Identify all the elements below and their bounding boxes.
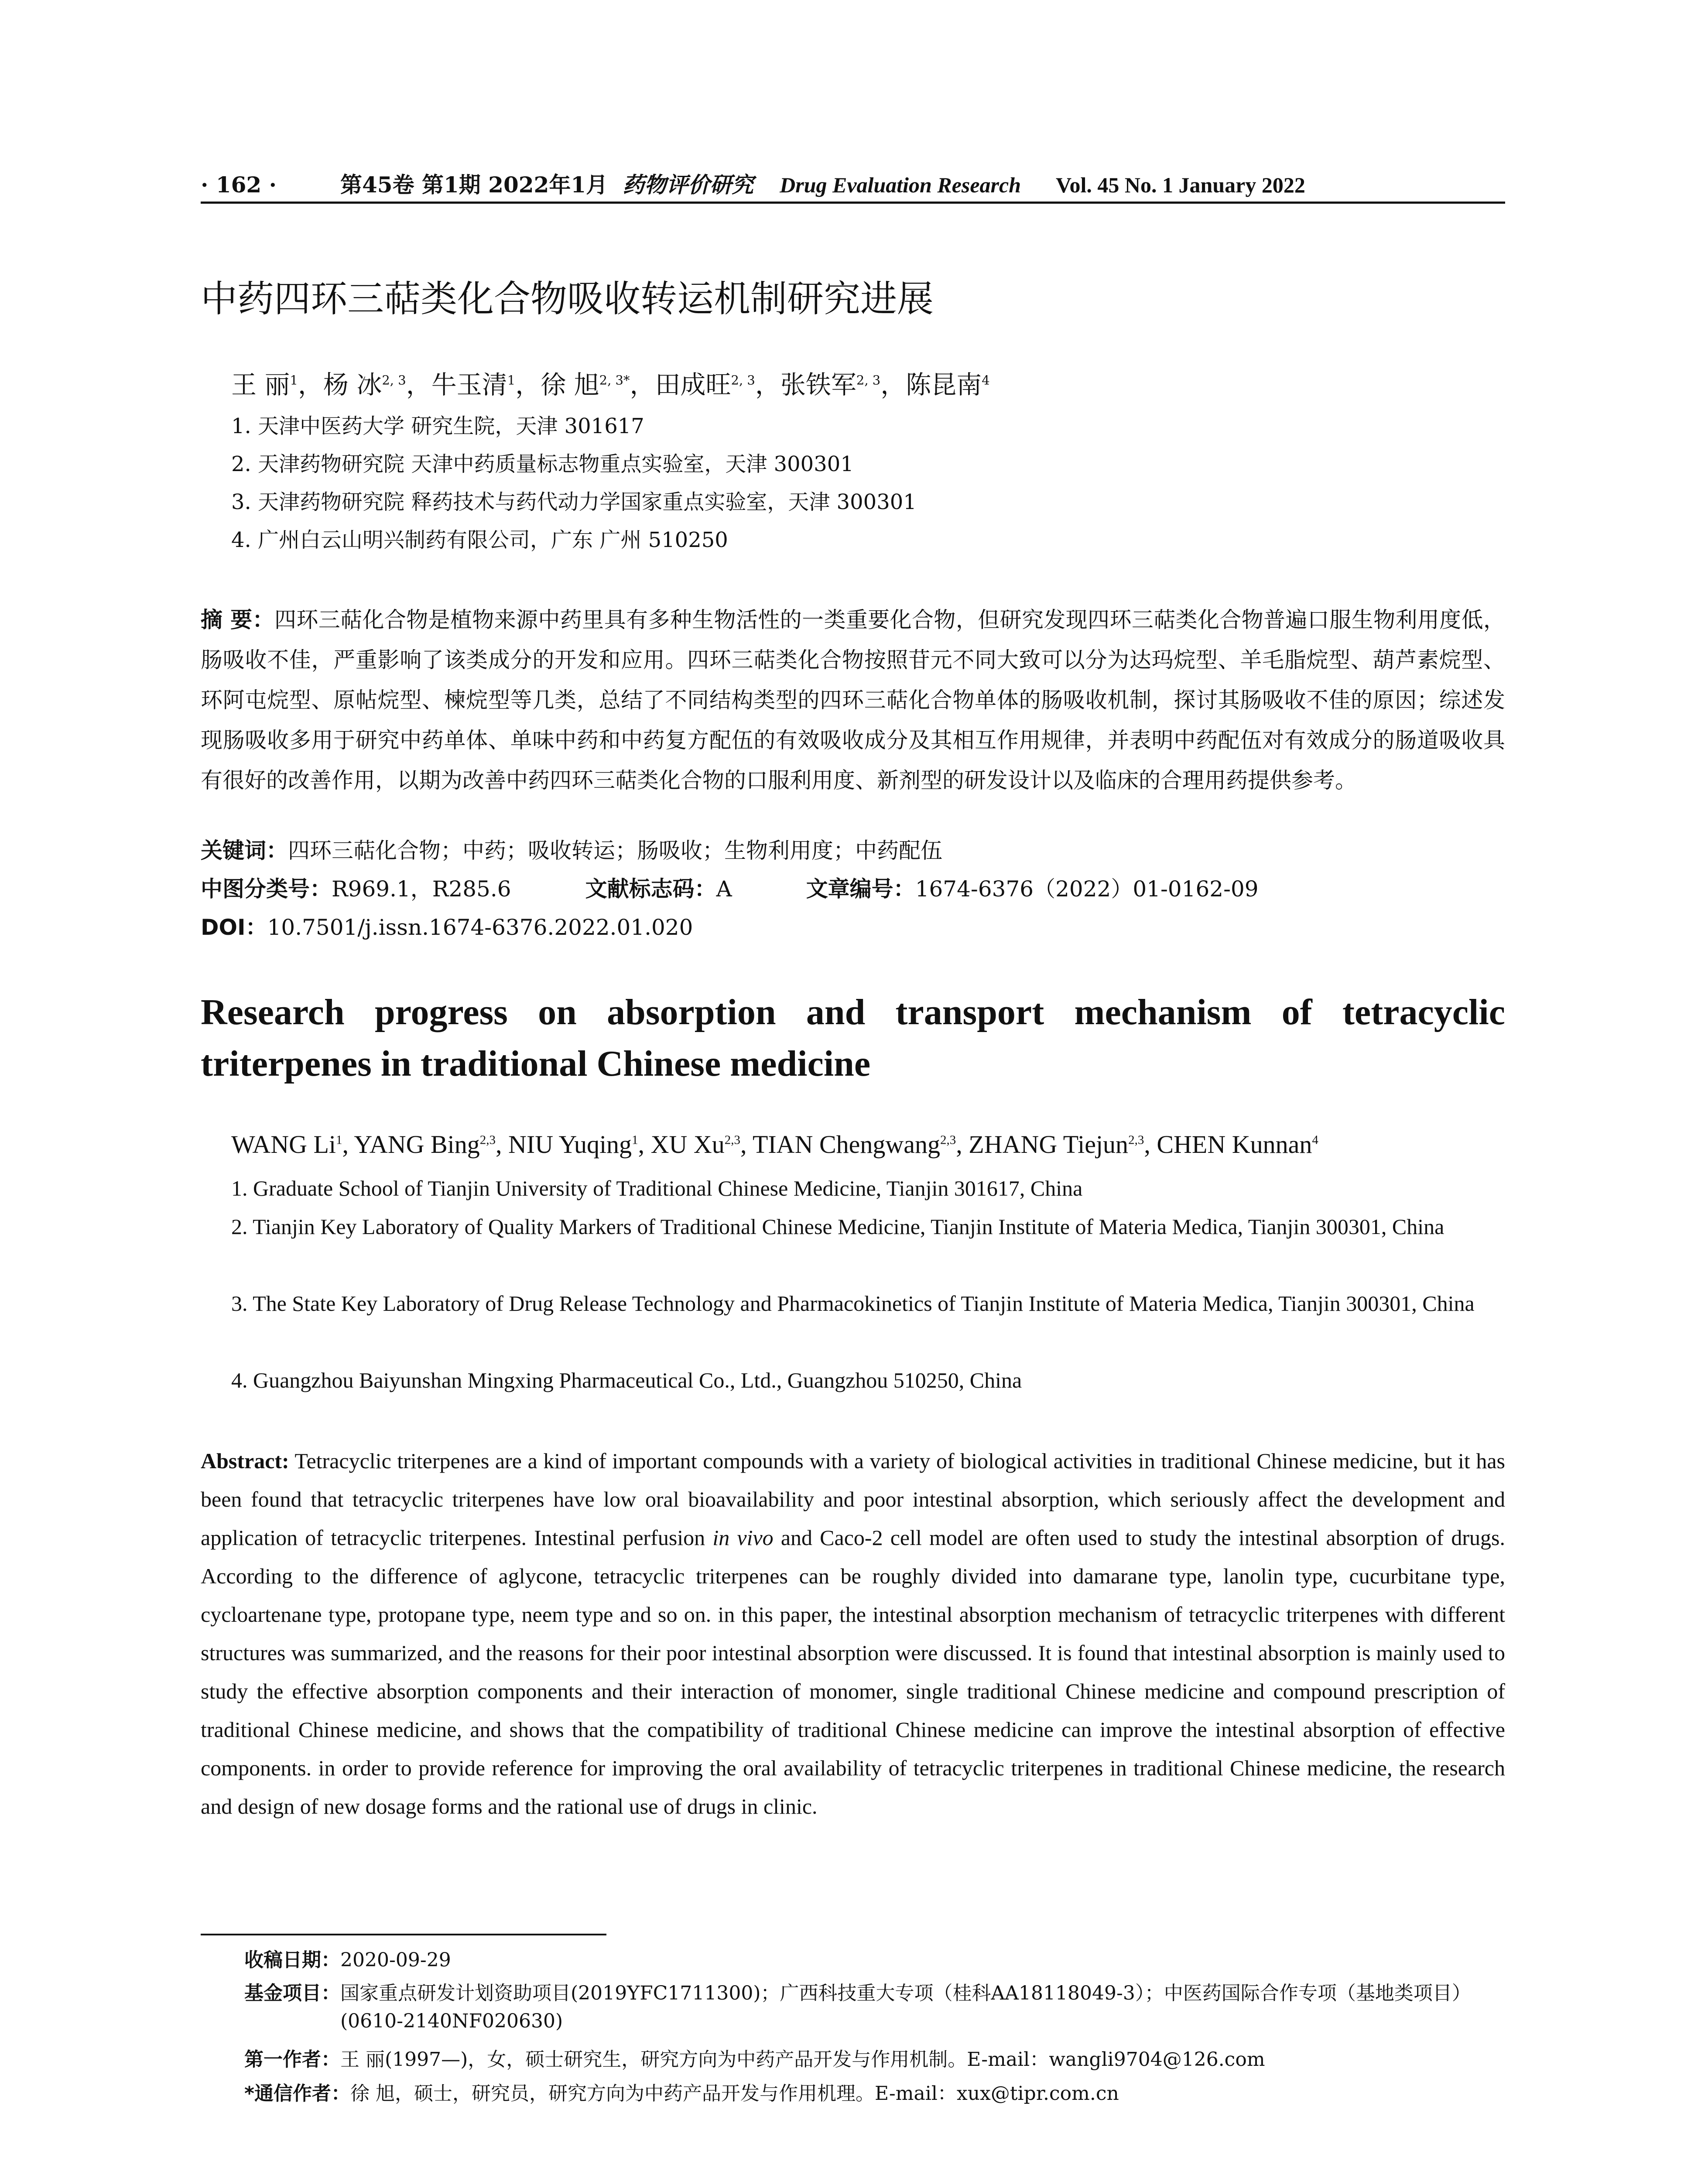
author-name: 王 丽 — [231, 370, 290, 400]
author-name: 牛玉清 — [431, 370, 507, 400]
abstract-zh-text: 四环三萜化合物是植物来源中药里具有多种生物活性的一类重要化合物，但研究发现四环三萜类化合物普遍口服生物利用度低，肠吸收不佳，严重影响了该类成分的开发和应用。四环三萜类化合物按照苷元不同大致可以分为达玛烷型、羊毛脂烷型、葫芦素烷型、环阿屯烷型、原帖烷型、楝烷型等几类，总结了不同结构类型的四环三萜化合物单体的肠吸收机制，探讨其肠吸收不佳的原因；综述发现肠吸收多用于研究中药单体、单味中药和中药复方配伍的有效吸收成分及其相互作用规律，并表明中药配伍对有效成分的肠道吸收具有很好的改善作用，以期为改善中药四环三萜类化合物的口服利用度、新剂型的研发设计以及临床的合理用药提供参考。 — [201, 607, 1505, 793]
footnote-first-author — [244, 2046, 1505, 2074]
keywords-label: 关键词： — [201, 838, 288, 863]
page-number: · 162 · — [201, 172, 277, 198]
journal-name-en: Drug Evaluation Research — [780, 173, 1021, 197]
article-no-label: 文章编号： — [806, 876, 915, 902]
clc-label: 中图分类号： — [201, 876, 332, 902]
affiliation-en: 2. Tianjin Key Laboratory of Quality Markers of Traditional Chinese Medicine, Tianjin Institute of Materia Medica, Tianjin 300301, China — [231, 1214, 1444, 1239]
fund-label: 基金项目： — [244, 1982, 340, 2004]
journal-logo-zh: 药物评价研究 — [623, 172, 754, 198]
footnote-rule — [201, 1934, 606, 1935]
corresponding-label: *通信作者： — [244, 2082, 351, 2105]
author-affil-sup: 2,3 — [1128, 1133, 1144, 1147]
author-name: 田成旺 — [655, 370, 731, 400]
author-affil-sup: 1 — [290, 373, 298, 388]
doi-value: 10.7501/j.issn.1674-6376.2022.01.020 — [267, 915, 693, 940]
author-affil-sup: 2,3 — [724, 1133, 740, 1147]
abstract-en-label: Abstract: — [201, 1449, 289, 1473]
affiliation-en: 4. Guangzhou Baiyunshan Mingxing Pharmaceutical Co., Ltd., Guangzhou 510250, China — [231, 1368, 1022, 1392]
author-affil-sup: 1 — [336, 1133, 342, 1147]
affiliation-zh: 1. 天津中医药大学 研究生院，天津 301617 — [231, 414, 644, 438]
doi-line — [201, 910, 693, 941]
abstract-zh-label: 摘 要： — [201, 607, 274, 632]
issue-en: Vol. 45 No. 1 January 2022 — [1056, 173, 1305, 197]
author-name: 陈昆南 — [906, 370, 982, 400]
author-affil-sup: 4 — [1312, 1133, 1318, 1147]
author-affil-sup: 2,3 — [479, 1133, 496, 1147]
running-header — [201, 168, 1505, 199]
abstract-zh — [201, 600, 1505, 800]
author-name: YANG Bing — [354, 1130, 480, 1159]
doi-label: DOI： — [201, 915, 267, 940]
abstract-en-text: Tetracyclic triterpenes are a kind of important compounds with a variety of biological activities in traditional Chinese medicine, but it has been found that tetracyclic triterpenes have low oral bioavailability and poor intestinal absorption, which seriously affect the development and application of tetracyclic triterpenes. Intestinal perfusion — [201, 1449, 1505, 1550]
affiliation-zh: 3. 天津药物研究院 释药技术与药代动力学国家重点实验室，天津 300301 — [231, 490, 917, 514]
abstract-en-text: and Caco-2 cell model are often used to study the intestinal absorption of drugs. According to the difference of aglycone, tetracyclic triterpenes can be roughly divided into damarane type, lanolin type, cucurbitane type, cycloartenane type, protopane type, neem type and so on. in this paper, the intestinal absorption mechanism of tetracyclic triterpenes with different structures was summarized, and the reasons for their poor intestinal absorption were discussed. It is found that intestinal absorption is mainly used to study the effective absorption components and their interaction of monomer, single traditional Chinese medicine and compound prescription of traditional Chinese medicine, and shows that the compatibility of traditional Chinese medicine can improve the intestinal absorption of effective components. in order to provide reference for improving the oral availability of tetracyclic triterpenes in traditional Chinese medicine, the research and design of new dosage forms and the rational use of drugs in clinic. — [201, 1525, 1505, 1819]
first-author-label: 第一作者： — [244, 2048, 340, 2071]
header-rule — [201, 202, 1505, 204]
footnote-received — [244, 1946, 1505, 1974]
authors-zh: 王 丽$^1$，杨 冰$^{2, 3}$，牛玉清$^1$，徐 旭$^{2, 3*}$，田成旺$^{2, 3}$，张铁军$^{2, 3}$，陈昆南$^4$ — [231, 370, 990, 400]
authors-en: WANG Li$^1$, YANG Bing$^{2,3}$, NIU Yuqing$^1$, XU Xu$^{2,3}$, TIAN Chengwang$^{2,3}$, ZHANG Tiejun$^{2,3}$, CHEN Kunnan$^4$ — [231, 1130, 1318, 1159]
author-affil-sup: 1 — [632, 1133, 638, 1147]
first-author-text: 王 丽(1997—)，女，硕士研究生，研究方向为中药产品开发与作用机制。E-mail：wangli9704@126.com — [340, 2048, 1265, 2071]
title-en: Research progress on absorption and transport mechanism of tetracyclic triterpenes in traditional Chinese medicine — [201, 992, 1505, 1084]
received-label: 收稿日期： — [244, 1949, 340, 1971]
clc-value: R969.1，R285.6 — [332, 876, 511, 902]
affiliation-zh: 2. 天津药物研究院 天津中药质量标志物重点实验室，天津 300301 — [231, 452, 854, 476]
author-name: CHEN Kunnan — [1157, 1130, 1312, 1159]
author-name: 徐 旭 — [541, 370, 599, 400]
fund-text: 国家重点研发计划资助项目(2019YFC1711300)；广西科技重大专项（桂科AA18118049-3）；中医药国际合作专项（基地类项目）(0610-2140NF020630) — [340, 1982, 1471, 2032]
received-date: 2020-09-29 — [340, 1949, 451, 1971]
author-affil-sup: 1 — [507, 373, 516, 388]
author-name: NIU Yuqing — [508, 1130, 632, 1159]
author-name: WANG Li — [231, 1130, 336, 1159]
affiliation-en: 3. The State Key Laboratory of Drug Release Technology and Pharmacokinetics of Tianjin Institute of Materia Medica, Tianjin 300301, China — [231, 1291, 1475, 1316]
abstract-en — [201, 1442, 1505, 1825]
corresponding-text: 徐 旭，硕士，研究员，研究方向为中药产品开发与作用机理。E-mail：xux@tipr.com.cn — [350, 2082, 1119, 2105]
author-name: XU Xu — [650, 1130, 725, 1159]
affiliation-zh: 4. 广州白云山明兴制药有限公司，广东 广州 510250 — [231, 528, 728, 552]
footnote-corresponding — [244, 2080, 1505, 2108]
author-name: 张铁军 — [780, 370, 856, 400]
author-name: TIAN Chengwang — [752, 1130, 941, 1159]
keywords-text: 四环三萜化合物；中药；吸收转运；肠吸收；生物利用度；中药配伍 — [288, 838, 942, 863]
author-affil-sup: 2,3 — [940, 1133, 956, 1147]
author-affil-sup: 2, 3 — [382, 373, 406, 388]
author-name: ZHANG Tiejun — [969, 1130, 1129, 1159]
abstract-en-italic: in vivo — [712, 1525, 774, 1550]
classification-line — [201, 872, 1259, 903]
author-affil-sup: 4 — [982, 373, 990, 388]
affiliation-en: 1. Graduate School of Tianjin University of Traditional Chinese Medicine, Tianjin 301617, China — [231, 1176, 1083, 1200]
article-no-value: 1674-6376（2022）01-0162-09 — [915, 876, 1259, 902]
author-affil-sup: 2, 3* — [599, 373, 630, 388]
author-affil-sup: 2, 3 — [731, 373, 755, 388]
footnote-fund — [244, 1979, 1505, 2035]
doc-code-value: A — [716, 876, 732, 902]
author-name: 杨 冰 — [323, 370, 382, 400]
doc-code-label: 文献标志码： — [585, 876, 716, 902]
author-affil-sup: 2, 3 — [856, 373, 881, 388]
keywords-zh — [201, 833, 942, 865]
title-zh: 中药四环三萜类化合物吸收转运机制研究进展 — [201, 277, 934, 320]
issue-zh: 第45卷 第1期 2022年1月 — [340, 172, 608, 198]
